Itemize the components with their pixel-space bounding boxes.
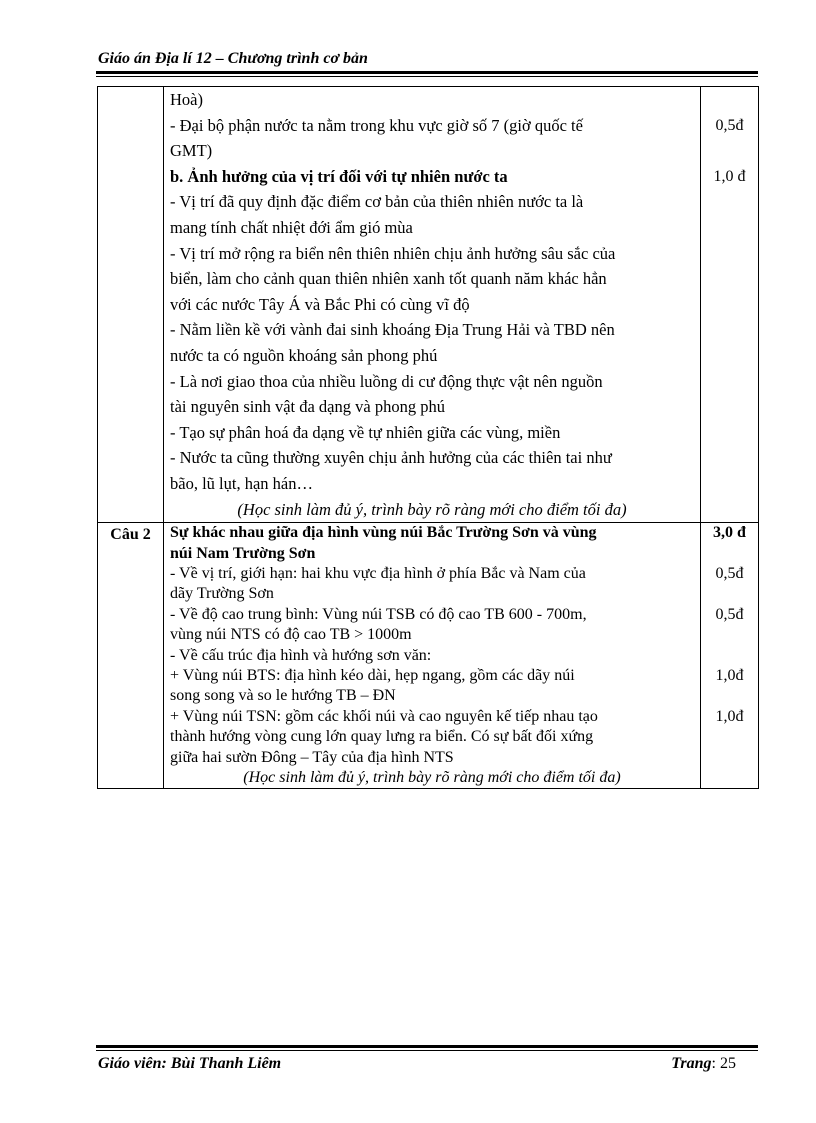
grading-note: (Học sinh làm đủ ý, trình bày rõ ràng mới cho điểm tối đa): [243, 768, 621, 786]
text-line: biển, làm cho cảnh quan thiên nhiên xanh tốt quanh năm khác hẳn: [170, 269, 607, 289]
question-label: Câu 2: [98, 523, 164, 789]
text-line: - Về cấu trúc địa hình và hướng sơn văn:: [170, 646, 432, 664]
header-rule-thin: [96, 76, 758, 77]
question-heading: núi Nam Trường Sơn: [170, 544, 316, 562]
text-line: với các nước Tây Á và Bắc Phi có cùng vĩ độ: [170, 294, 470, 314]
grading-note: (Học sinh làm đủ ý, trình bày rõ ràng mới cho điểm tối đa): [237, 499, 627, 519]
text-line: + Vùng núi BTS: địa hình kéo dài, hẹp ngang, gồm các dãy núi: [170, 666, 575, 684]
points-value: 1,0đ: [715, 666, 744, 684]
text-line: giữa hai sườn Đông – Tây của địa hình NTS: [170, 748, 454, 766]
answer-content-cell: [164, 523, 701, 789]
answer-table: [97, 86, 759, 789]
points-value: 1,0đ: [715, 707, 744, 725]
answer-content-cell: [164, 87, 701, 523]
text-line: - Về độ cao trung bình: Vùng núi TSB có độ cao TB 600 - 700m,: [170, 605, 587, 623]
page-number: : 25: [711, 1055, 736, 1072]
page-label: Trang: [671, 1055, 712, 1072]
footer-teacher: Giáo viên: Bùi Thanh Liêm: [98, 1055, 282, 1072]
text-line: - Vị trí mở rộng ra biển nên thiên nhiên chịu ảnh hưởng sâu sắc của: [170, 243, 616, 263]
text-line: - Tạo sự phân hoá đa dạng về tự nhiên giữa các vùng, miền: [170, 422, 561, 442]
text-line: bão, lũ lụt, hạn hán…: [170, 473, 313, 493]
points-total: 3,0 đ: [713, 524, 746, 542]
text-line: nước ta có nguồn khoáng sản phong phú: [170, 345, 438, 365]
points-value: 0,5đ: [715, 116, 744, 134]
points-cell: [701, 523, 759, 789]
sub-heading: b. Ảnh hưởng của vị trí đối với tự nhiên nước ta: [170, 166, 508, 186]
question-heading: Sự khác nhau giữa địa hình vùng núi Bắc Trường Sơn và vùng: [170, 524, 597, 542]
text-line: tài nguyên sinh vật đa dạng và phong phú: [170, 397, 445, 417]
text-line: - Là nơi giao thoa của nhiều luồng di cư động thực vật nên nguồn: [170, 371, 603, 391]
page-header-title: Giáo án Địa lí 12 – Chương trình cơ bản: [98, 50, 368, 67]
text-line: thành hướng vòng cung lớn quay lưng ra biển. Có sự bất đối xứng: [170, 728, 594, 746]
text-line: mang tính chất nhiệt đới ẩm gió mùa: [170, 217, 413, 237]
points-value: 0,5đ: [715, 605, 744, 623]
text-line: vùng núi NTS có độ cao TB > 1000m: [170, 626, 412, 644]
text-line: GMT): [170, 141, 213, 161]
footer-rule-thin: [96, 1050, 758, 1051]
text-line: - Về vị trí, giới hạn: hai khu vực địa hình ở phía Bắc và Nam của: [170, 564, 586, 582]
points-value: 0,5đ: [715, 564, 744, 582]
footer-page: [671, 1055, 736, 1073]
table-row: [98, 523, 759, 789]
text-line: - Nước ta cũng thường xuyên chịu ảnh hưởng của các thiên tai như: [170, 448, 612, 468]
points-cell: [701, 87, 759, 523]
text-line: + Vùng núi TSN: gồm các khối núi và cao nguyên kế tiếp nhau tạo: [170, 707, 598, 725]
text-line: - Đại bộ phận nước ta nằm trong khu vực giờ số 7 (giờ quốc tế: [170, 115, 583, 135]
text-line: - Vị trí đã quy định đặc điểm cơ bản của thiên nhiên nước ta là: [170, 192, 584, 212]
text-line: dãy Trường Sơn: [170, 585, 274, 603]
table-row: [98, 87, 759, 523]
footer-rule-thick: [96, 1045, 758, 1048]
text-line: song song và so le hướng TB – ĐN: [170, 687, 396, 705]
text-line: Hoà): [170, 90, 203, 109]
header-rule-thick: [96, 71, 758, 74]
question-cell: [98, 87, 164, 523]
text-line: - Nằm liền kề với vành đai sinh khoáng Địa Trung Hải và TBD nên: [170, 320, 615, 340]
points-value: 1,0 đ: [713, 167, 746, 185]
